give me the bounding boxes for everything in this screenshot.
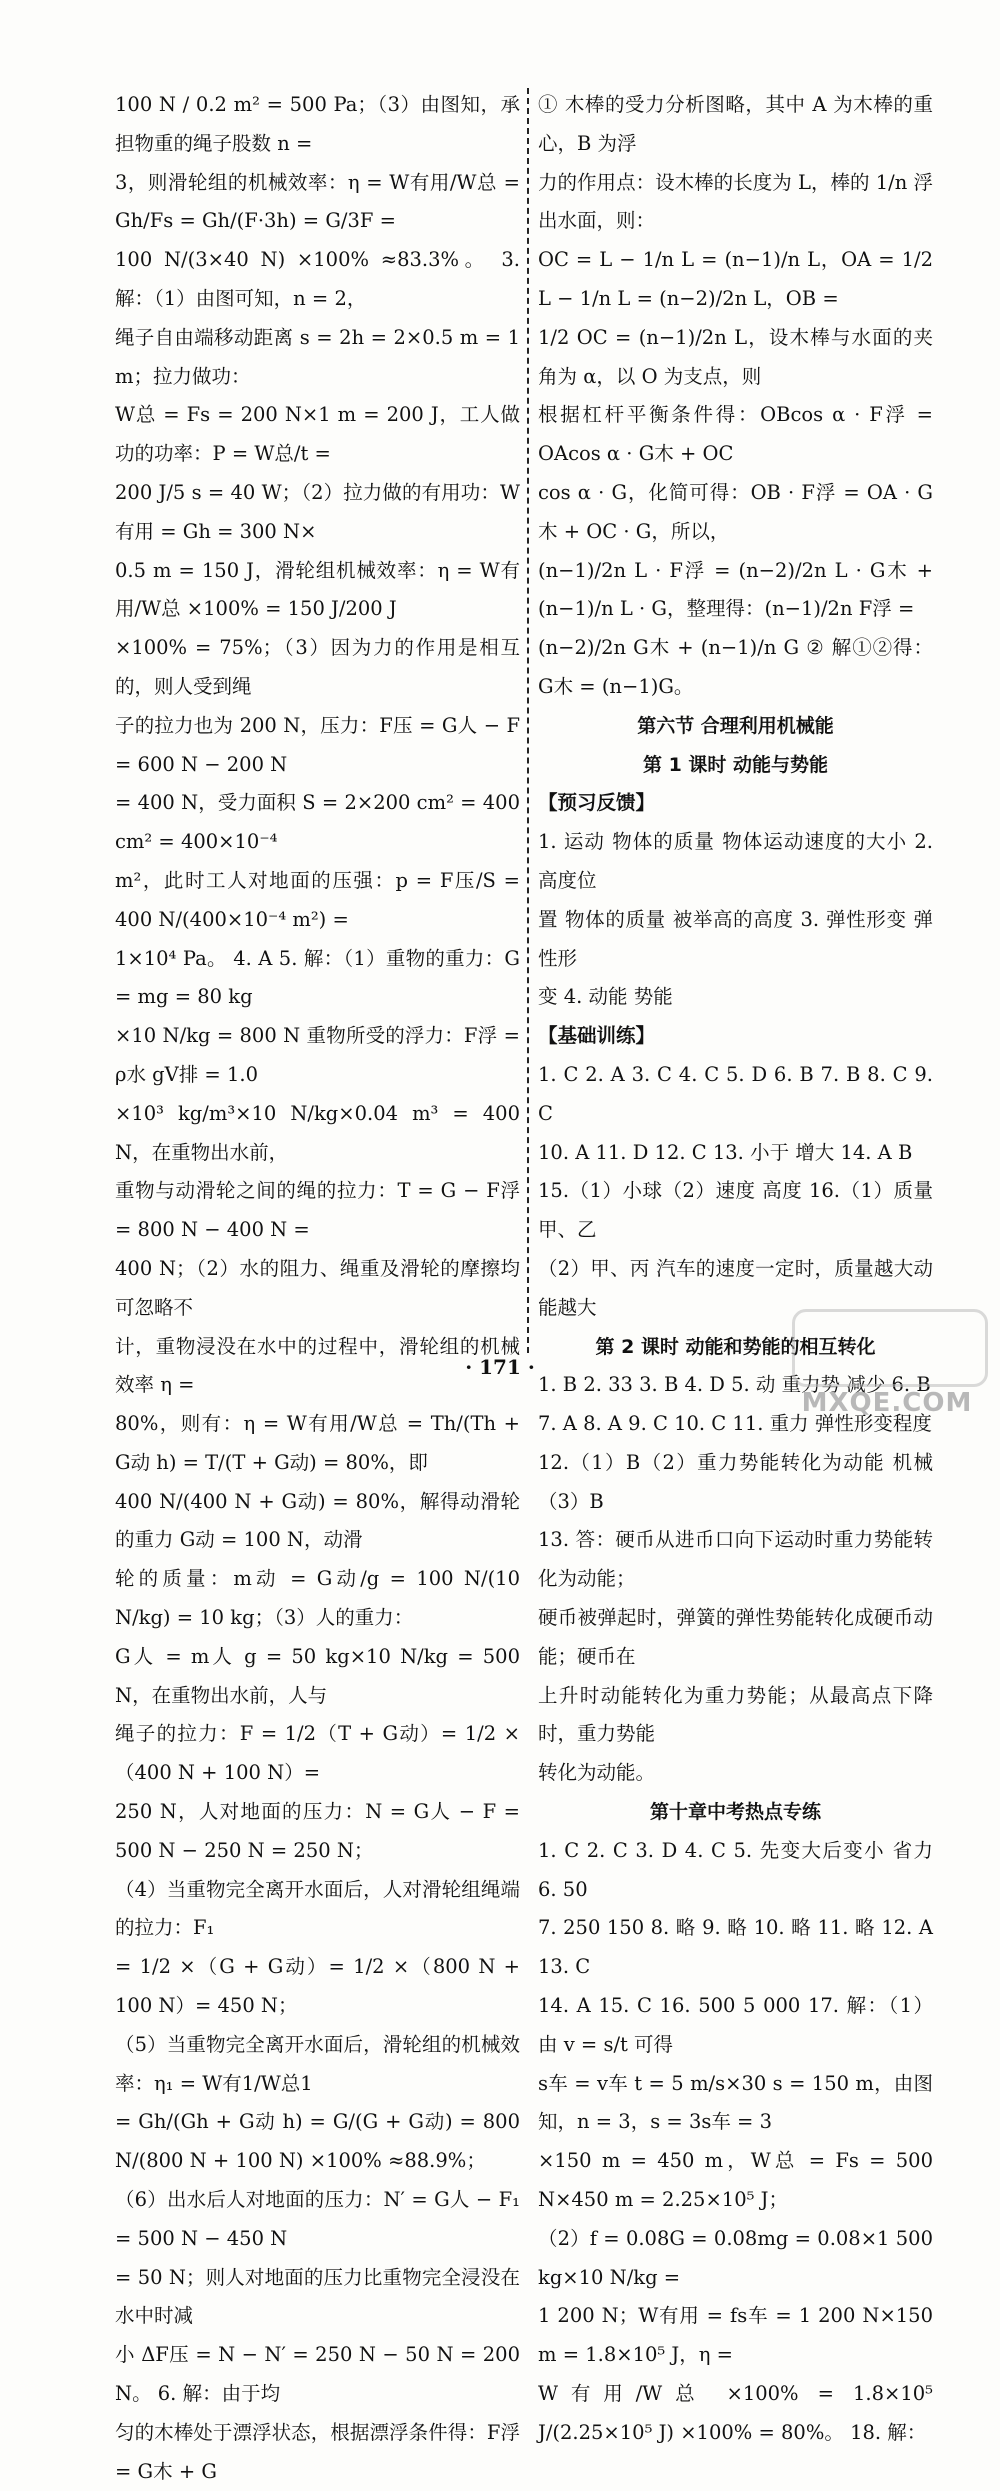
text-line: 上升时动能转化为重力势能；从最高点下降时，重力势能 xyxy=(538,1683,933,1746)
text-line: 轮的质量：m动 = G动/g = 100 N/(10 N/kg) = 10 kg；（3）人的重力： xyxy=(115,1567,520,1630)
text-line: （2）甲、丙 汽车的速度一定时，质量越大动能越大 xyxy=(538,1256,933,1319)
watermark-text: MXQE.COM xyxy=(801,1388,973,1418)
text-line: 小 ΔF压 = N − N′ = 250 N − 50 N = 200 N。 6. 解：由于均 xyxy=(115,2343,520,2406)
text-line: 1/2 OC = (n−1)/2n L，设木棒与水面的夹角为 α，以 O 为支点，则 xyxy=(538,325,933,388)
text-line: W总 = Fs = 200 N×1 m = 200 J，工人做功的功率：P = W总/t = xyxy=(115,403,520,466)
watermark-logo xyxy=(792,1309,982,1424)
text-line: （2）f = 0.08G = 0.08mg = 0.08×1 500 kg×10 N/kg = xyxy=(538,2226,933,2289)
text-line: 计，重物浸没在水中的过程中，滑轮组的机械效率 η = xyxy=(115,1334,520,1397)
text-line: cos α · G，化简可得：OB · F浮 = OA · G木 + OC · G，所以， xyxy=(538,480,933,543)
text-line: = 400 N，受力面积 S = 2×200 cm² = 400 cm² = 400×10⁻⁴ xyxy=(115,791,520,854)
text-line: 1. B 2. 33 3. B 4. D 5. 动 重力势 减少 6. B xyxy=(538,1373,931,1397)
text-line: 1. 运动 物体的质量 物体运动速度的大小 2. 高度位 xyxy=(538,830,933,892)
text-line: ① 木棒的受力分析图略，其中 A 为木棒的重心，B 为浮 xyxy=(538,93,933,155)
text-line: (n−2)/2n G木 + (n−1)/n G ② 解①②得：G木 = (n−1)G。 xyxy=(538,636,933,698)
text-line: = Gh/(Gh + G动 h) = G/(G + G动) = 800 N/(800 N + 100 N) ×100% ≈88.9%； xyxy=(115,2110,520,2173)
text-line: 250 N，人对地面的压力：N = G人 − F = 500 N − 250 N = 250 N； xyxy=(115,1800,520,1862)
text-line: 15.（1）小球（2）速度 高度 16.（1）质量 甲、乙 xyxy=(538,1179,933,1242)
text-line: 力的作用点：设木棒的长度为 L，棒的 1/n 浮出水面，则： xyxy=(538,170,933,233)
preview-tag: 【预习反馈】 xyxy=(538,791,656,815)
text-line: ×10³ kg/m³×10 N/kg×0.04 m³ = 400 N，在重物出水前， xyxy=(115,1101,520,1164)
hot-title: 第十章中考热点专练 xyxy=(649,1801,821,1824)
text-line: 硬币被弹起时，弹簧的弹性势能转化成硬币动能；硬币在 xyxy=(538,1606,933,1668)
text-line: （4）当重物完全离开水面后，人对滑轮组绳端的拉力：F₁ xyxy=(115,1877,520,1940)
text-line: 0.5 m = 150 J，滑轮组机械效率：η = W有用/W总 ×100% = 150 J/200 J xyxy=(115,558,520,621)
text-line: （6）出水后人对地面的压力：N′ = G人 − F₁ = 500 N − 450 N xyxy=(115,2188,520,2250)
text-line: 7. 250 150 8. 略 9. 略 10. 略 11. 略 12. A 13. C xyxy=(538,1916,933,1979)
text-line: 转化为动能。 xyxy=(538,1761,656,1785)
text-line: 重物与动滑轮之间的绳的拉力：T = G − F浮 = 800 N − 400 N = xyxy=(115,1179,520,1242)
basic-tag: 【基础训练】 xyxy=(538,1024,656,1048)
text-line: 100 N/(3×40 N) ×100% ≈83.3%。 3. 解：（1）由图可知，n = 2， xyxy=(115,248,520,310)
hot-answers xyxy=(538,1832,933,2453)
text-line: 1. C 2. A 3. C 4. C 5. D 6. B 7. B 8. C 9. C xyxy=(538,1062,933,1125)
watermark-mark-icon xyxy=(792,1309,988,1387)
text-line: 绳子自由端移动距离 s = 2h = 2×0.5 m = 1 m；拉力做功： xyxy=(115,325,520,388)
text-line: 子的拉力也为 200 N，压力：F压 = G人 − F = 600 N − 200 N xyxy=(115,713,520,776)
text-line: 200 J/5 s = 40 W；（2）拉力做的有用功：W有用 = Gh = 300 N× xyxy=(115,480,520,543)
left-column xyxy=(115,86,520,2491)
lesson2-title: 第 2 课时 动能和势能的相互转化 xyxy=(595,1335,876,1358)
text-line: 置 物体的质量 被举高的高度 3. 弹性形变 弹性形 xyxy=(538,907,933,970)
text-line: = 50 N；则人对地面的压力比重物完全浸没在水中时减 xyxy=(115,2265,520,2328)
text-line: 变 4. 动能 势能 xyxy=(538,985,673,1009)
text-line: = 1/2 ×（G + G动）= 1/2 ×（800 N + 100 N）= 450 N； xyxy=(115,1955,520,2018)
text-line: G人 = m人 g = 50 kg×10 N/kg = 500 N，在重物出水前，人与 xyxy=(115,1644,520,1707)
text-line: ×150 m = 450 m，W总 = Fs = 500 N×450 m = 2.25×10⁵ J； xyxy=(538,2149,933,2212)
text-line: s车 = v车 t = 5 m/s×30 s = 150 m，由图知，n = 3，s = 3s车 = 3 xyxy=(538,2071,933,2134)
text-line: 1. C 2. C 3. D 4. C 5. 先变大后变小 省力 6. 50 xyxy=(538,1838,933,1901)
right-intro xyxy=(538,86,933,707)
text-line: 7. A 8. A 9. C 10. C 11. 重力 弹性形变程度 xyxy=(538,1412,932,1436)
text-line: 3，则滑轮组的机械效率：η = W有用/W总 = Gh/Fs = Gh/(F·3h) = G/3F = xyxy=(115,170,520,233)
text-line: 1 200 N；W有用 = fs车 = 1 200 N×150 m = 1.8×10⁵ J，η = xyxy=(538,2304,933,2367)
text-line: (n−1)/2n L · F浮 = (n−2)/2n L · G木 + (n−1)/n L · G，整理得：(n−1)/2n F浮 = xyxy=(538,558,933,621)
lesson1-title: 第 1 课时 动能与势能 xyxy=(642,753,829,776)
text-line: 400 N/(400 N + G动) = 80%，解得动滑轮的重力 G动 = 100 N，动滑 xyxy=(115,1489,520,1552)
text-line: ×100% = 75%；（3）因为力的作用是相互的，则人受到绳 xyxy=(115,636,520,698)
text-line: 13. 答：硬币从进币口向下运动时重力势能转化为动能； xyxy=(538,1528,933,1591)
text-line: 400 N；（2）水的阻力、绳重及滑轮的摩擦均可忽略不 xyxy=(115,1256,520,1319)
text-line: ×10 N/kg = 800 N 重物所受的浮力：F浮 = ρ水 gV排 = 1.0 xyxy=(115,1024,520,1086)
section-title: 第六节 合理利用机械能 xyxy=(637,714,834,737)
text-line: 1×10⁴ Pa。 4. A 5. 解：（1）重物的重力：G = mg = 80 kg xyxy=(115,946,520,1009)
text-line: OC = L − 1/n L = (n−1)/n L，OA = 1/2 L − 1/n L = (n−2)/2n L，OB = xyxy=(538,248,933,310)
text-line: 14. A 15. C 16. 500 5 000 17. 解：（1）由 v = s/t 可得 xyxy=(538,1994,933,2056)
text-line: 绳子的拉力：F = 1/2（T + G动）= 1/2 ×（400 N + 100 N）= xyxy=(115,1722,520,1785)
text-line: 80%，则有：η = W有用/W总 = Th/(Th + G动 h) = T/(T + G动) = 80%，即 xyxy=(115,1412,520,1474)
text-line: 12.（1）B（2）重力势能转化为动能 机械（3）B xyxy=(538,1450,933,1513)
text-line: 10. A 11. D 12. C 13. 小于 增大 14. A B xyxy=(538,1140,913,1164)
text-line: （5）当重物完全离开水面后，滑轮组的机械效率：η₁ = W有1/W总1 xyxy=(115,2032,520,2095)
basic-answers xyxy=(538,1056,933,1328)
lesson2-answers xyxy=(538,1366,933,1793)
right-column xyxy=(538,86,933,2453)
text-line: 100 N / 0.2 m² = 500 Pa；（3）由图知，承担物重的绳子股数 n = xyxy=(115,93,520,155)
text-line: 根据杠杆平衡条件得：OBcos α · F浮 = OAcos α · G木 + OC xyxy=(538,403,933,466)
text-line: 匀的木棒处于漂浮状态，根据漂浮条件得：F浮 = G木 + G xyxy=(115,2420,520,2483)
text-line: W有用/W总 ×100% = 1.8×10⁵ J/(2.25×10⁵ J) ×100% = 80%。 18. 解： xyxy=(538,2382,933,2444)
page-number: · 171 · xyxy=(465,1355,535,1379)
preview-answers xyxy=(538,823,933,1017)
column-divider xyxy=(527,88,529,1353)
text-line: m²，此时工人对地面的压强：p = F压/S = 400 N/(400×10⁻⁴ m²) = xyxy=(115,868,520,931)
